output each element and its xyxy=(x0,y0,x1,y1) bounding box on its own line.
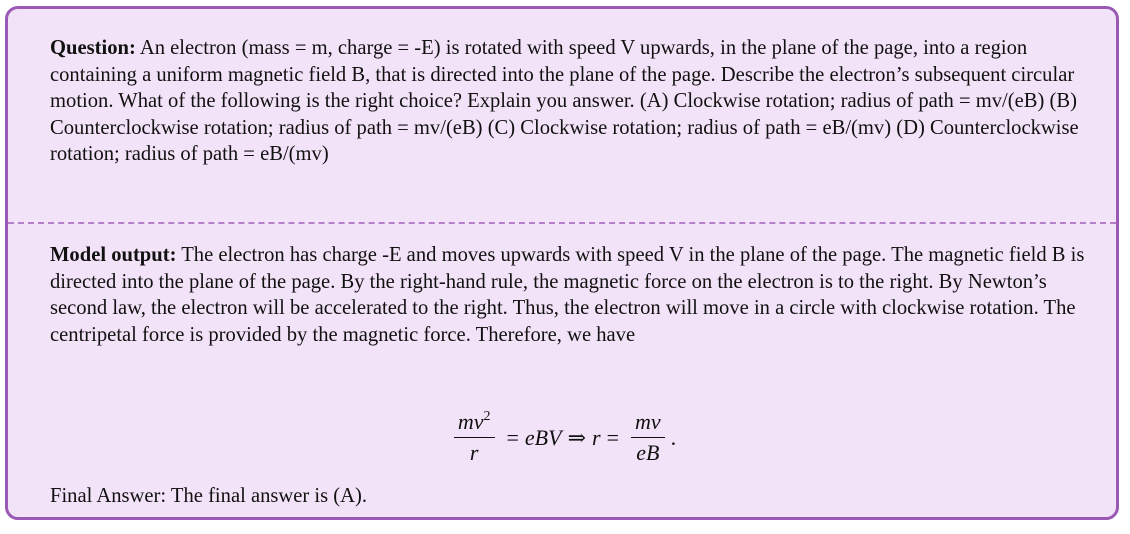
final-answer: Final Answer: The final answer is (A). xyxy=(50,485,368,507)
equation-variable: r xyxy=(592,424,601,450)
lhs-numerator: mv xyxy=(457,409,484,434)
equation-middle-term: eBV xyxy=(524,424,562,450)
model-output-section xyxy=(50,242,1090,348)
rhs-numerator: mv xyxy=(631,409,665,438)
question-label: Question: xyxy=(50,37,136,59)
rhs-fraction xyxy=(631,409,665,466)
lhs-fraction xyxy=(454,409,495,466)
question-text: An electron (mass = m, charge = -E) is rotated with speed V upwards, in the plane of the page, into a region containing a uniform magnetic field B, that is directed into the plane of the page. Describe the electron’s subsequent circular motion. What of the following is the right choice? Explain you answer. (A) Clockwise rotation; radius of path = mv/(eB) (B) Counterclockwise rotation; radius of path = mv/(eB) (C) Clockwise rotation; radius of path = eB/(mv) (D) Counterclockwise rotation; radius of path = eB/(mv) xyxy=(50,37,1079,165)
qa-box xyxy=(5,6,1119,520)
equation xyxy=(8,409,1116,479)
equation-period: . xyxy=(670,424,677,450)
lhs-denominator: r xyxy=(469,440,479,465)
lhs-exponent: 2 xyxy=(483,409,491,424)
implies-arrow: ⇒ xyxy=(567,424,587,450)
rhs-denominator: eB xyxy=(636,440,660,465)
model-output-text: The electron has charge -E and moves upwards with speed V in the plane of the page. The magnetic field B is directed into the plane of the page. By the right-hand rule, the magnetic force on the electron is to the right. By Newton’s second law, the electron will be accelerated to the right. Thus, the electron will move in a circle with clockwise rotation. The centripetal force is provided by the magnetic force. Therefore, we have xyxy=(50,244,1085,346)
equals-sign-1: = xyxy=(506,424,519,450)
equals-sign-2: = xyxy=(606,424,619,450)
section-divider xyxy=(8,222,1116,224)
model-output-label: Model output: xyxy=(50,244,177,266)
question-section xyxy=(50,35,1090,168)
